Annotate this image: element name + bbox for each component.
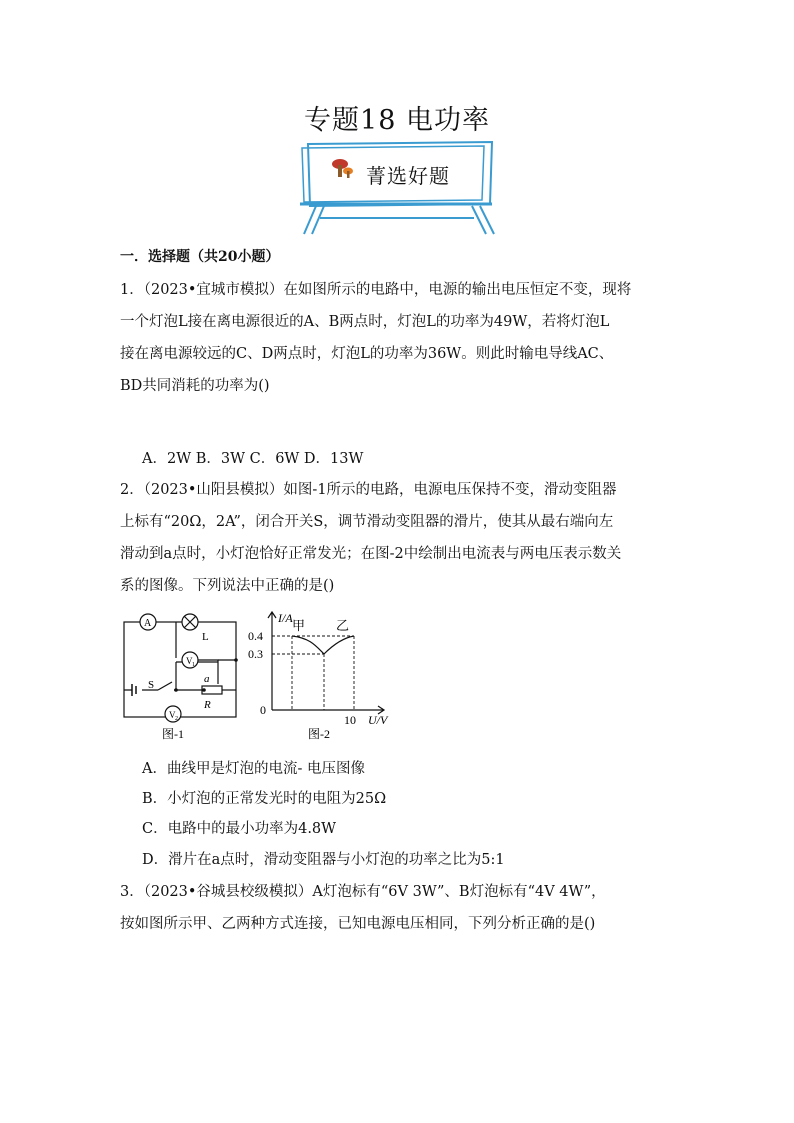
q2-line-3: 滑动到a点时，小灯泡恰好正常发光；在图-2中绘制出电流表与两电压表示数关 (120, 546, 622, 562)
svg-text:V: V (169, 710, 176, 720)
q1-line-4: BD共同消耗的功率为() (120, 378, 270, 394)
svg-text:S: S (148, 679, 155, 691)
q3-line-1: 3．（2023•谷城县校级模拟）A灯泡标有“6V 3W”、B灯泡标有“4V 4W”， (120, 884, 606, 900)
q1-line-1: 1．（2023•宜城市模拟）在如图所示的电路中，电源的输出电压恒定不变，现将 (120, 282, 632, 298)
svg-text:A: A (144, 618, 152, 629)
svg-text:R: R (204, 699, 211, 711)
svg-text:图-2: 图-2 (308, 727, 330, 741)
q1-line-2: 一个灯泡L接在离电源很近的A、B两点时，灯泡L的功率为49W，若将灯泡L (120, 314, 610, 330)
svg-text:0: 0 (260, 703, 266, 717)
svg-text:10: 10 (344, 713, 356, 727)
q2-line-2: 上标有“20Ω，2A”，闭合开关S，调节滑动变阻器的滑片，使其从最右端向左 (120, 514, 614, 530)
svg-text:U/V: U/V (368, 713, 388, 727)
q1-line-3: 接在离电源较远的C、D两点时，灯泡L的功率为36W。则此时输电导线AC、 (120, 346, 614, 362)
q2-line-4: 系的图像。下列说法中正确的是() (120, 578, 335, 594)
q2-option-b: B．小灯泡的正常发光时的电阻为25Ω (142, 791, 387, 807)
circuit-diagram (118, 612, 243, 747)
q2-option-c: C．电路中的最小功率为4.8W (142, 821, 337, 837)
q2-line-1: 2．（2023•山阳县模拟）如图-1所示的电路，电源电压保持不变，滑动变阻器 (120, 482, 617, 498)
q2-option-d: D．滑片在a点时，滑动变阻器与小灯泡的功率之比为5:1 (142, 852, 505, 868)
svg-text:1: 1 (192, 662, 195, 668)
svg-text:甲: 甲 (292, 618, 306, 633)
svg-text:V: V (186, 656, 193, 666)
svg-text:L: L (202, 631, 209, 643)
svg-text:0.4: 0.4 (248, 629, 263, 643)
svg-text:2: 2 (175, 716, 178, 722)
svg-text:乙: 乙 (336, 618, 350, 633)
svg-text:0.3: 0.3 (248, 647, 263, 661)
banner-label: 菁选好题 (366, 164, 450, 188)
q1-options: A．2W B．3W C．6W D．13W (142, 451, 364, 467)
q3-line-2: 按如图所示甲、乙两种方式连接，已知电源电压相同，下列分析正确的是() (120, 916, 596, 932)
page-title: 专题18 电功率 (304, 105, 490, 136)
svg-text:a: a (204, 673, 210, 685)
q2-option-a: A．曲线甲是灯泡的电流- 电压图像 (142, 761, 365, 777)
iv-graph (248, 608, 412, 748)
mushroom-icon (332, 159, 353, 178)
svg-text:图-1: 图-1 (162, 727, 184, 741)
section-heading: 一．选择题（共20小题） (120, 249, 280, 265)
svg-text:I/A: I/A (278, 611, 293, 625)
